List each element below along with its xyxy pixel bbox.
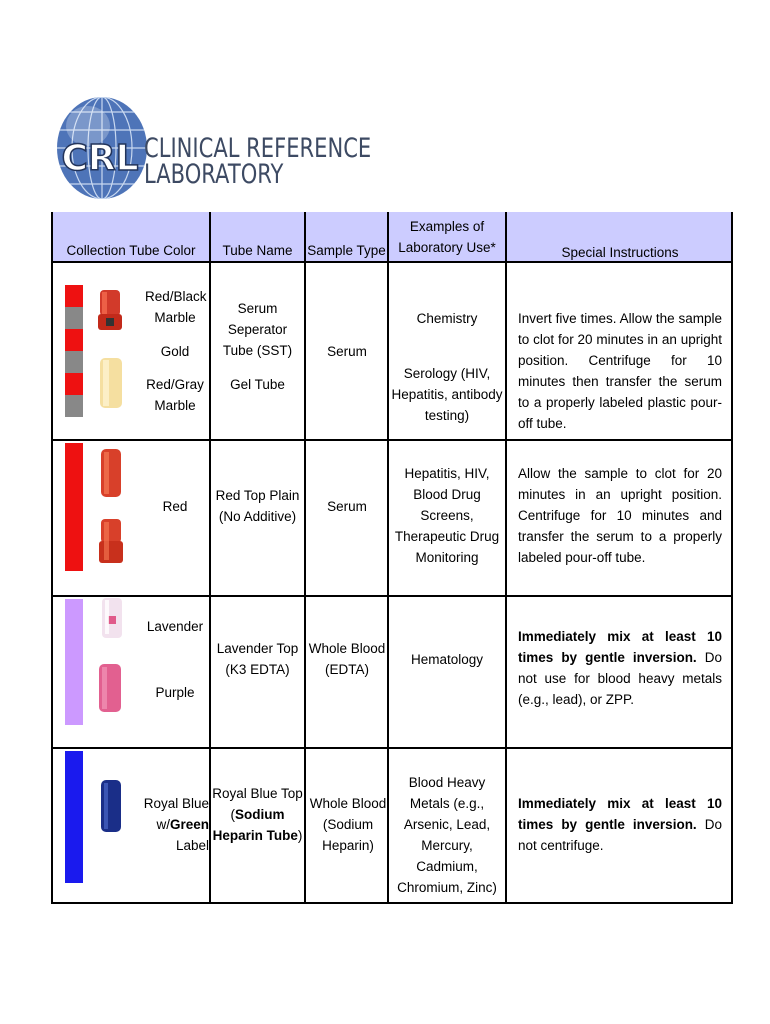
tube-color-royal-blue: Royal Blue (143, 796, 209, 811)
instructions-bold: Immediately mix at least 10 times by gentle inversion. (518, 796, 722, 832)
tube-name-text: Royal Blue Top (212, 786, 303, 801)
purple-tube-icon (97, 664, 123, 714)
color-swatch-red (65, 373, 83, 395)
tube-name (211, 783, 304, 846)
tube-name: Lavender Top (K3 EDTA) (216, 641, 299, 677)
tube-name-paren: ) (297, 828, 303, 843)
tube-color-label: Red/Gray Marble (146, 377, 204, 413)
lab-use: Serology (HIV, Hepatitis, antibody testing) (391, 366, 503, 423)
tube-guide-table (51, 212, 733, 904)
tube-color-label: Red/Black Marble (145, 289, 207, 325)
tube-color-label: Lavender (146, 619, 204, 634)
tube-name-paren: ( (230, 807, 235, 822)
special-instructions: Invert five times. Allow the sample to clot for 20 minutes in an upright position. Centrifuge for 10 minutes then transfer the serum to a properly labeled plastic pour-off tube. (518, 311, 722, 431)
logo-initials: CRL (61, 138, 139, 179)
logo-line-1: CLINICAL REFERENCE (144, 133, 372, 164)
tube-color-label: Red (162, 499, 188, 514)
color-swatch-red (65, 443, 83, 571)
header-examples: Examples of Laboratory Use* (398, 219, 496, 255)
instructions-bold: Immediately mix at least 10 times by gentle inversion. (518, 629, 722, 665)
lavender-tube-icon (99, 598, 125, 640)
tube-name: Red Top Plain (No Additive) (215, 488, 300, 524)
sample-type: Whole Blood (EDTA) (308, 641, 386, 677)
lab-use: Hematology (410, 652, 484, 667)
color-swatch-gray (65, 307, 83, 329)
sample-type: Whole Blood (Sodium Heparin) (309, 796, 387, 853)
sample-type: Serum (327, 499, 367, 514)
lab-use: Chemistry (416, 311, 478, 326)
tube-color-suffix: Label (175, 838, 209, 853)
special-instructions (518, 626, 722, 710)
crl-logo (52, 92, 372, 212)
tube-name-bold: Sodium Heparin Tube (212, 807, 298, 843)
color-swatch-red (65, 285, 83, 307)
special-instructions: Allow the sample to clot for 20 minutes in an upright position. Centrifuge for 10 minutes and transfer the serum to a properly labeled pour-off tube. (518, 466, 722, 565)
royal-blue-tube-icon (99, 780, 123, 834)
special-instructions (518, 793, 722, 856)
sample-type: Serum (327, 344, 367, 359)
lab-use: Blood Heavy Metals (e.g., Arsenic, Lead, Mercury, Cadmium, Chromium, Zinc) (397, 775, 497, 895)
tube-color-green: Green (169, 817, 209, 832)
tube-color-label: Gold (160, 344, 190, 359)
red-tube-icon (99, 449, 123, 499)
header-tube-color: Collection Tube Color (66, 243, 196, 258)
color-swatch-gray (65, 351, 83, 373)
header-sample-type: Sample Type (307, 243, 386, 258)
globe-icon (52, 92, 152, 210)
red-tube-icon (99, 519, 123, 565)
logo-wordmark (144, 133, 372, 190)
header-tube-name: Tube Name (222, 243, 293, 258)
sst-tube-icon (98, 290, 122, 332)
tube-name: Serum Seperator Tube (SST) (222, 301, 293, 358)
color-swatch-lavender (65, 599, 83, 725)
lab-use: Hepatitis, HIV, Blood Drug Screens, Therapeutic Drug Monitoring (394, 466, 500, 565)
color-swatch-blue (65, 751, 83, 883)
tube-color-label: Purple (155, 685, 195, 700)
instructions-rest: Do not use for blood heavy metals (e.g., lead), or ZPP. (518, 650, 722, 707)
color-swatch-red (65, 329, 83, 351)
gold-tube-icon (99, 358, 123, 408)
tube-name: Gel Tube (230, 377, 285, 392)
tube-color-label (135, 793, 209, 856)
logo-line-2: LABORATORY (144, 159, 284, 190)
color-swatch-gray (65, 395, 83, 417)
header-instructions: Special Instructions (561, 245, 679, 260)
tube-color-prefix: w/ (156, 817, 170, 832)
instructions-rest: Do not centrifuge. (518, 817, 722, 853)
